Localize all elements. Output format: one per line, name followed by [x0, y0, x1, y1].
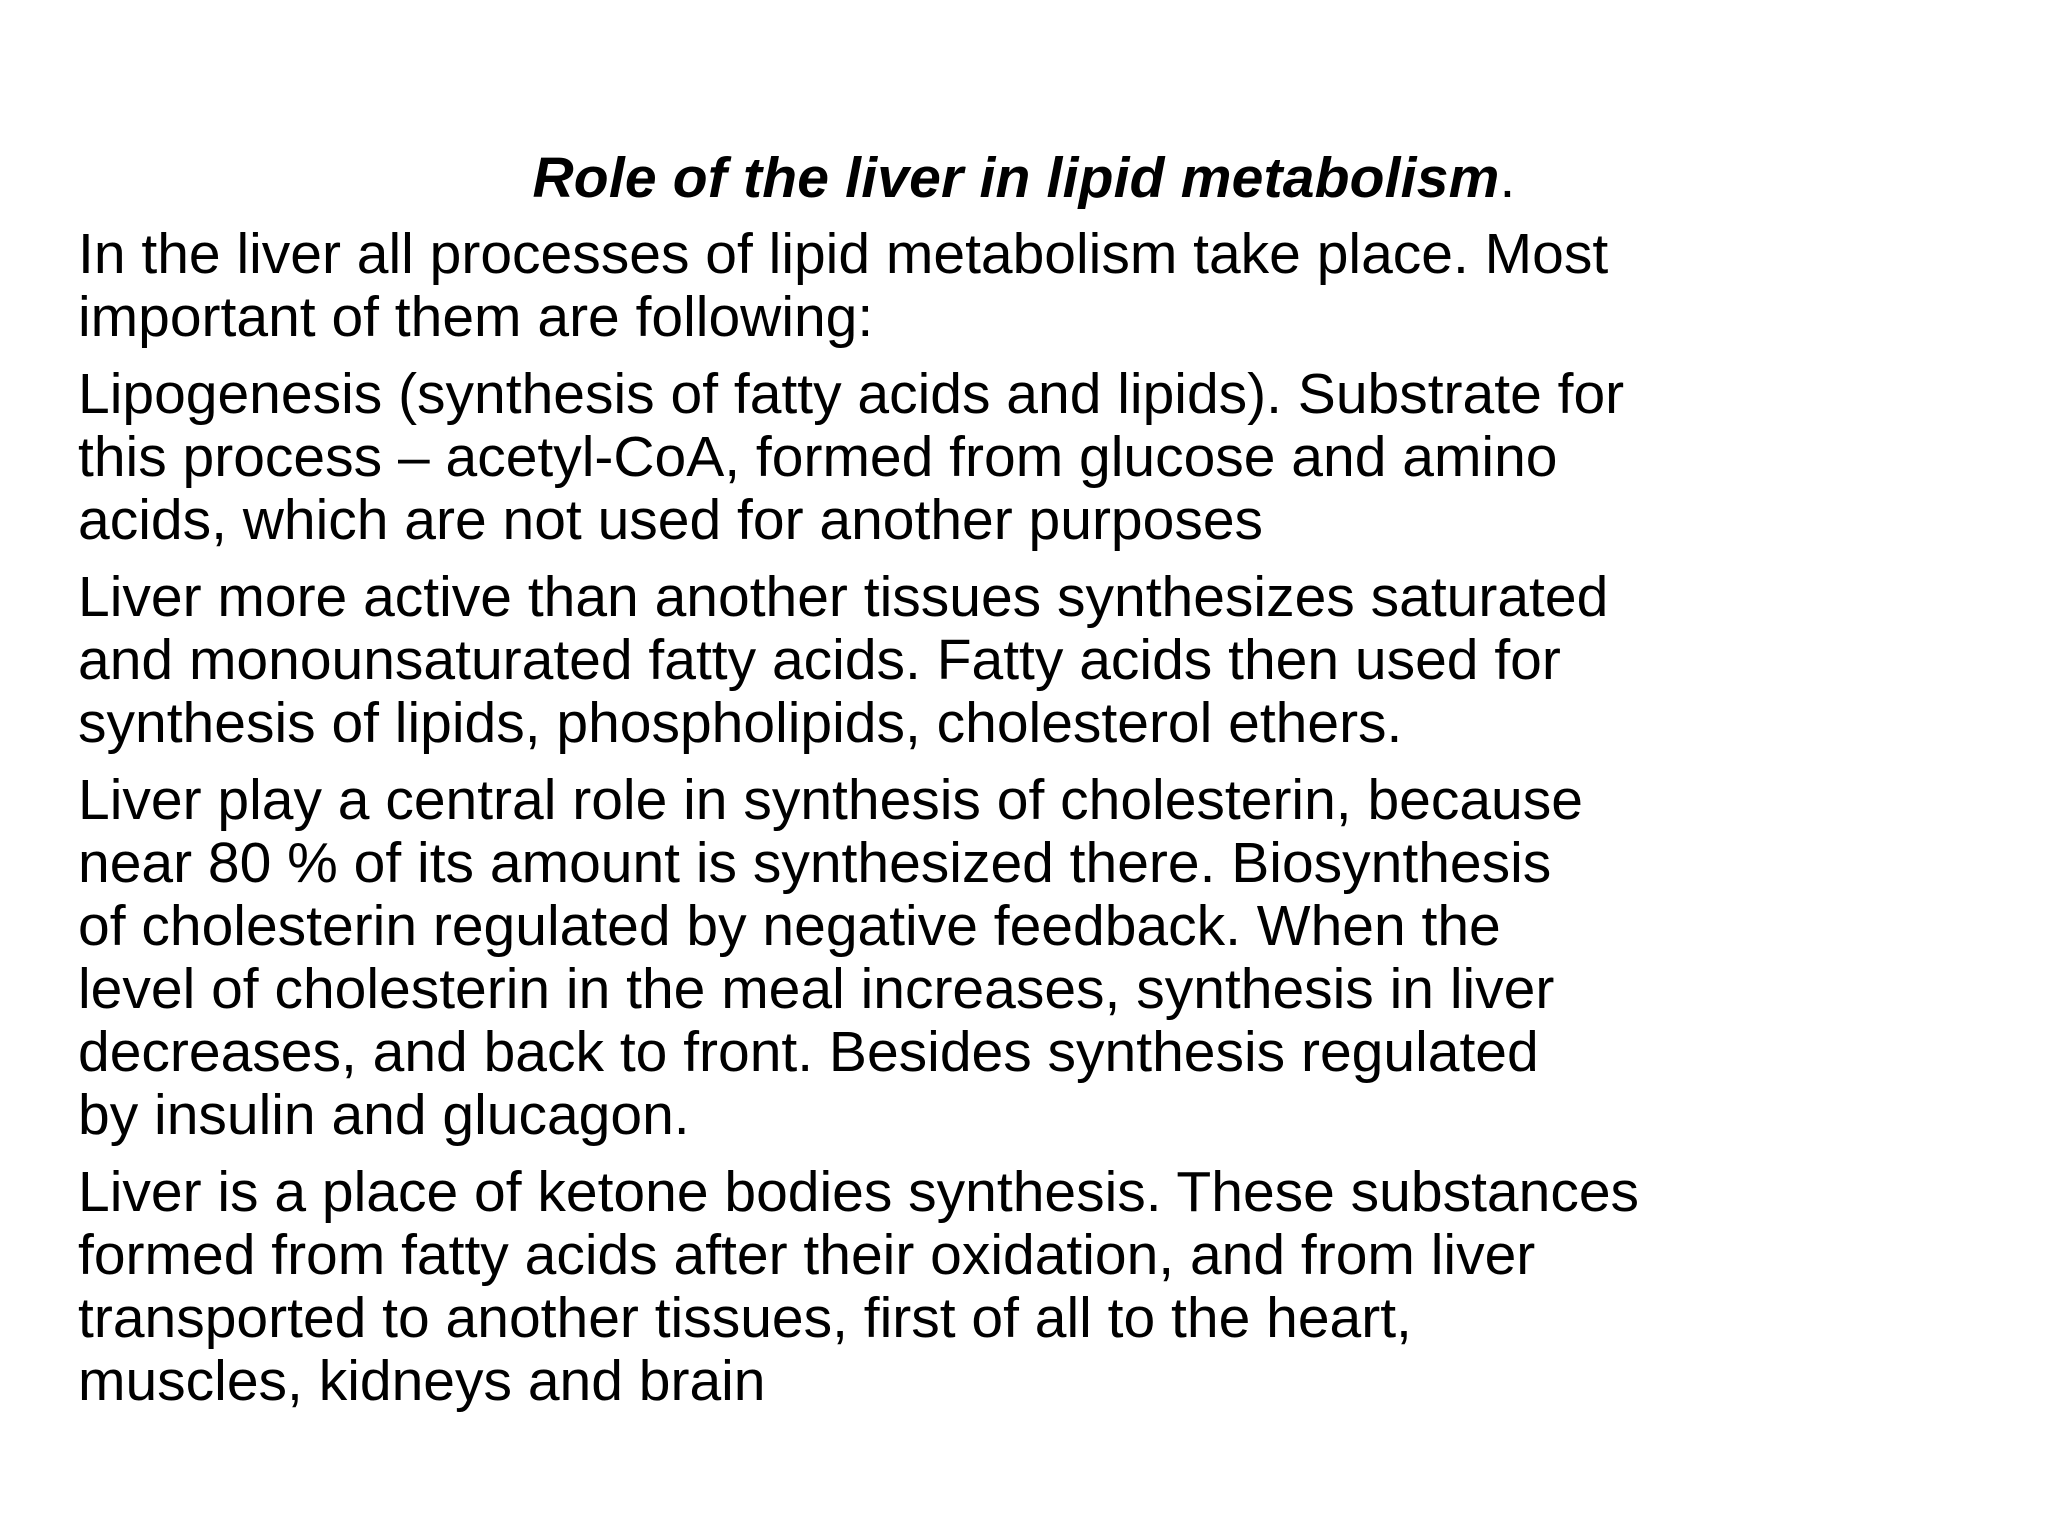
- text-line: level of cholesterin in the meal increases, synthesis in liver: [78, 957, 1555, 1021]
- paragraph-lipogenesis: [78, 363, 2008, 552]
- slide-title-text: Role of the liver in lipid metabolism: [532, 146, 1500, 210]
- text-line: muscles, kidneys and brain: [78, 1349, 766, 1413]
- text-line: important of them are following:: [78, 285, 874, 349]
- text-line: Liver play a central role in synthesis of cholesterin, because: [78, 768, 1583, 832]
- paragraph-cholesterin: [78, 769, 2008, 1147]
- slide-body: [78, 223, 2008, 1427]
- slide-title: [0, 143, 2048, 213]
- text-line: of cholesterin regulated by negative feedback. When the: [78, 894, 1501, 958]
- text-line: transported to another tissues, first of all to the heart,: [78, 1286, 1412, 1350]
- text-line: by insulin and glucagon.: [78, 1083, 690, 1147]
- paragraph-ketone-bodies: [78, 1161, 2008, 1413]
- paragraph-intro: [78, 223, 2008, 349]
- text-line: Lipogenesis (synthesis of fatty acids and lipids). Substrate for: [78, 362, 1625, 426]
- text-line: and monounsaturated fatty acids. Fatty acids then used for: [78, 628, 1561, 692]
- text-line: near 80 % of its amount is synthesized there. Biosynthesis: [78, 831, 1552, 895]
- text-line: Liver more active than another tissues synthesizes saturated: [78, 565, 1609, 629]
- text-line: In the liver all processes of lipid metabolism take place. Most: [78, 222, 1609, 286]
- text-line: formed from fatty acids after their oxidation, and from liver: [78, 1223, 1536, 1287]
- text-line: synthesis of lipids, phospholipids, cholesterol ethers.: [78, 691, 1403, 755]
- slide-title-period: .: [1499, 146, 1516, 210]
- text-line: decreases, and back to front. Besides synthesis regulated: [78, 1020, 1539, 1084]
- paragraph-fatty-acids: [78, 566, 2008, 755]
- text-line: acids, which are not used for another purposes: [78, 488, 1264, 552]
- text-line: this process – acetyl-CoA, formed from glucose and amino: [78, 425, 1558, 489]
- text-line: Liver is a place of ketone bodies synthesis. These substances: [78, 1160, 1640, 1224]
